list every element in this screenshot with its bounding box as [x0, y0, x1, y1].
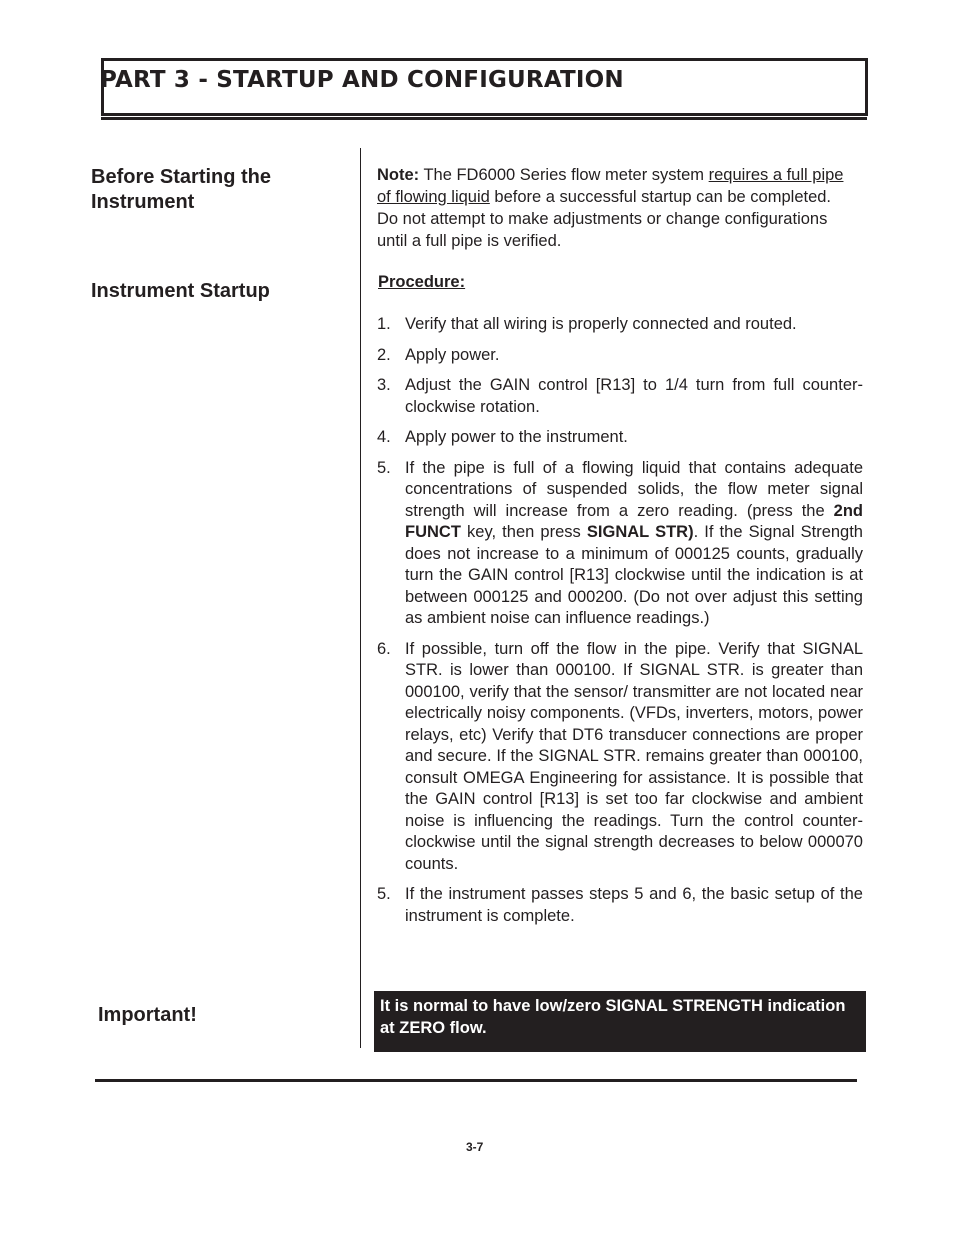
heading-instrument-startup: Instrument Startup	[91, 280, 270, 302]
heading-before-starting-line2: Instrument	[91, 191, 195, 213]
step-text-part1: If the pipe is full of a flowing liquid that contains adequate concentrations of suspended solids, the flow meter signal strength will increase from a zero reading. (press the	[405, 458, 863, 520]
list-item	[377, 345, 863, 367]
step-number: 6.	[377, 639, 391, 658]
important-callout: It is normal to have low/zero SIGNAL STRENGTH indication at ZERO flow.	[374, 991, 866, 1052]
step-text: Verify that all wiring is properly connected and routed.	[405, 315, 797, 333]
step-number: 5.	[377, 885, 391, 903]
heading-before-starting-line1: Before Starting the	[91, 166, 272, 188]
step-text: Apply power.	[405, 345, 500, 364]
note-label: Note:	[377, 166, 420, 184]
list-item	[377, 458, 863, 630]
heading-before-starting	[91, 165, 271, 215]
heading-important: Important!	[98, 1004, 197, 1026]
step-number: 5.	[377, 458, 391, 477]
page-title: PART 3 - STARTUP AND CONFIGURATION	[100, 67, 624, 93]
step-bold-signal-str: SIGNAL STR)	[586, 523, 694, 541]
procedure-label: Procedure:	[378, 273, 466, 291]
step-text: Adjust the GAIN control [R13] to 1/4 turn from full counter-clockwise rotation.	[405, 376, 863, 416]
column-divider	[360, 148, 361, 1048]
step-text-part3: . If the Signal Strength does not increase to a minimum of 000125 counts, gradually turn the GAIN control [R13] clockwise until the indication is at between 000125 and 000200. (Do not over adjust this setting as ambient noise can influence readings.)	[405, 523, 863, 627]
note-text-after: before a successful startup can be completed. Do not attempt to make adjustments or change configurations until a full pipe is verified.	[377, 188, 832, 250]
step-text-part2: key, then press	[460, 523, 587, 541]
list-item	[377, 375, 863, 418]
step-number: 1.	[377, 315, 391, 333]
list-item	[377, 884, 863, 927]
step-number: 3.	[377, 376, 391, 394]
list-item	[377, 639, 863, 876]
step-text: If the instrument passes steps 5 and 6, the basic setup of the instrument is complete.	[405, 885, 863, 925]
step-text: If possible, turn off the flow in the pipe. Verify that SIGNAL STR. is lower than 000100. If SIGNAL STR. is greater than 000100, verify that the sensor/ transmitter are not located near electrically noisy components. (VFDs, inverters, motors, power relays, etc) Verify that DT6 transducer connections are proper and secure. If the SIGNAL STR. remains greater than 000100, consult OMEGA Engineering for assistance. It is possible that the GAIN control [R13] is set too far clockwise and ambient noise is influencing the readings. Turn the control counter-clockwise until the signal strength decreases to below 000070 counts.	[405, 639, 863, 873]
note-paragraph	[377, 164, 847, 252]
page-number: 3-7	[466, 1140, 484, 1154]
step-text: Apply power to the instrument.	[405, 428, 628, 446]
note-underlined-text: requires a full pipe of flowing liquid	[377, 166, 844, 206]
step-number: 4.	[377, 428, 391, 446]
footer-rule	[95, 1079, 857, 1082]
steps-list	[377, 314, 863, 936]
step-number: 2.	[377, 345, 391, 364]
header-rule	[101, 117, 867, 120]
list-item	[377, 427, 863, 449]
list-item	[377, 314, 863, 336]
step-bold-2nd-funct: 2nd FUNCT	[405, 501, 863, 541]
note-text-before: The FD6000 Series flow meter system	[419, 166, 709, 184]
